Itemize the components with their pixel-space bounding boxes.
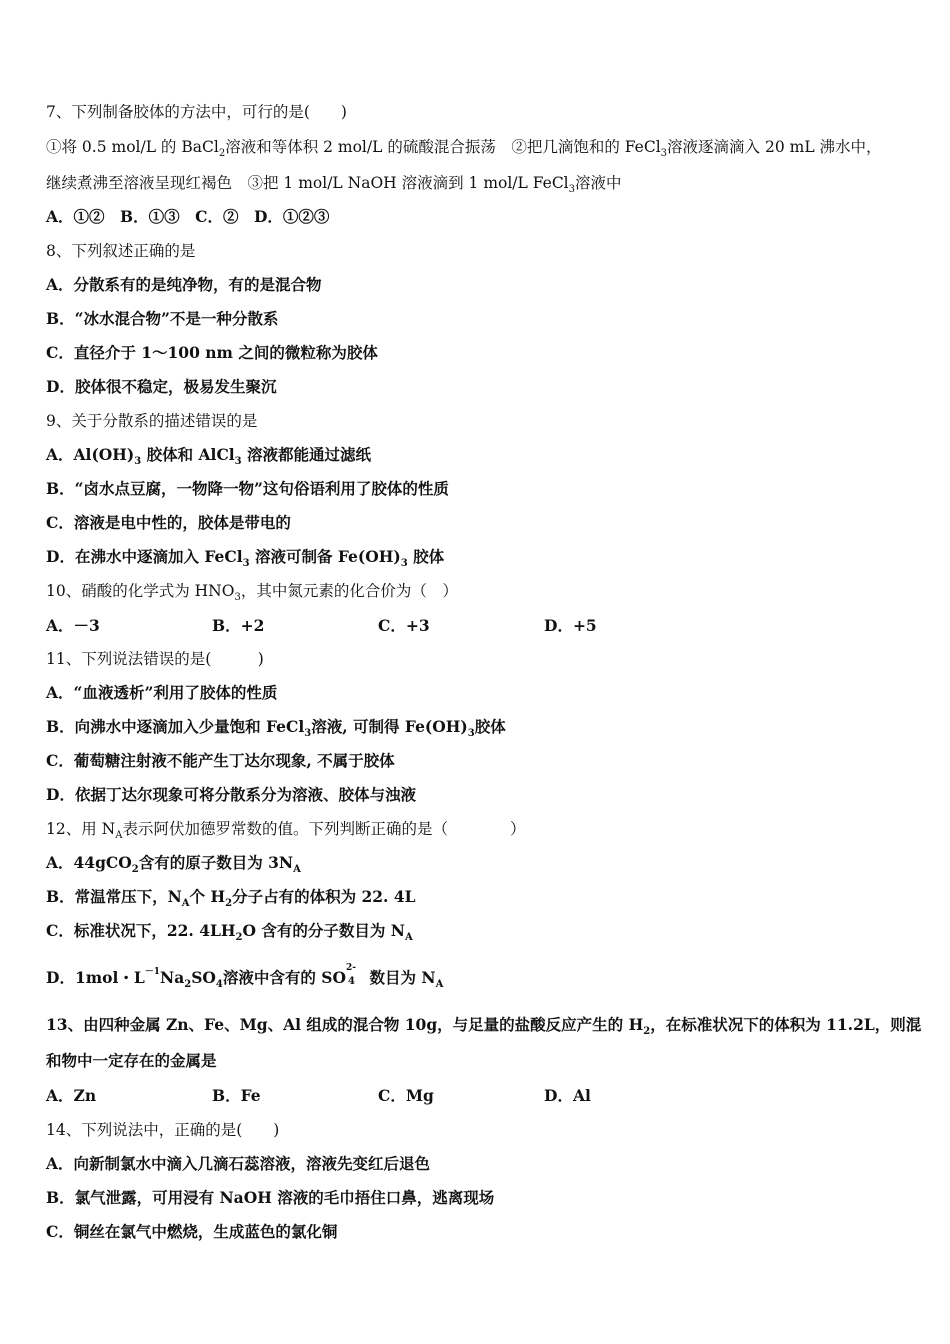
question-14-option-b: B．氯气泄露，可用浸有 NaOH 溶液的毛巾捂住口鼻，逃离现场 bbox=[46, 1188, 495, 1207]
question-13-stem-line2: 和物中一定存在的金属是 bbox=[46, 1051, 217, 1070]
question-8-stem: 8、下列叙述正确的是 bbox=[46, 242, 196, 260]
question-9-option-b: B．“卤水点豆腐，一物降一物”这句俗语利用了胶体的性质 bbox=[46, 479, 449, 498]
question-9-stem: 9、关于分散系的描述错误的是 bbox=[46, 412, 258, 430]
question-13-stem-line1: 13、由四种金属 Zn、Fe、Mg、Al 组成的混合物 10g，与足量的盐酸反应产生的 $H_2$，在标准状况下的体积为 11.2L，则混 bbox=[46, 1015, 922, 1037]
question-13-option-d: D．Al bbox=[544, 1086, 591, 1105]
question-9-option-d: D．在沸水中逐滴加入 FeCl$_3$ 溶液可制备 $Fe(OH)_3$ 胶体 bbox=[46, 547, 445, 569]
question-9-option-a: A．$Al(OH)_3$ 胶体和 AlCl$_3$ 溶液都能通过滤纸 bbox=[46, 445, 372, 467]
question-8-option-c: C．直径介于 1～100 nm 之间的微粒称为胶体 bbox=[46, 343, 378, 362]
question-14-stem: 14、下列说法中，正确的是( ) bbox=[46, 1121, 280, 1139]
question-11-option-c: C．葡萄糖注射液不能产生丁达尔现象, 不属于胶体 bbox=[46, 751, 395, 770]
question-9-option-c: C．溶液是电中性的，胶体是带电的 bbox=[46, 513, 291, 532]
question-13-option-b: B．Fe bbox=[212, 1086, 261, 1105]
question-12-option-c: C．标准状况下，22. $4LH_2O$ 含有的分子数目为 $N_A$ bbox=[46, 921, 413, 943]
question-7-text-line1: ①将 0.5 mol/L 的 BaCl$_2$溶液和等体积 2 mol/L 的硫酸混合振荡 ②把几滴饱和的 FeCl$_3$溶液逐滴滴入 20 mL 沸水中， bbox=[46, 138, 882, 159]
question-10-option-a: A．－3 bbox=[46, 616, 100, 635]
question-8-option-d: D．胶体很不稳定，极易发生聚沉 bbox=[46, 377, 277, 396]
question-11-option-a: A．“血液透析”利用了胶体的性质 bbox=[46, 683, 278, 702]
question-12-stem: 12、用 $N_A$表示阿伏加德罗常数的值。下列判断正确的是（ ） bbox=[46, 820, 526, 841]
question-10-options bbox=[46, 616, 910, 636]
question-14-option-a: A．向新制氯水中滴入几滴石蕊溶液，溶液先变红后退色 bbox=[46, 1154, 431, 1173]
question-10-option-b: B．+2 bbox=[212, 616, 265, 635]
question-10-option-d: D．+5 bbox=[544, 616, 597, 635]
question-7-stem: 7、下列制备胶体的方法中，可行的是( ) bbox=[46, 103, 347, 121]
question-12-option-d: D．1mol・$L^{-1}Na_2SO_4$溶液中含有的 SO 2- 4 数目为 $N_A$ bbox=[46, 963, 444, 990]
question-12-option-a: A．44gCO$_2$含有的原子数目为 $3N_A$ bbox=[46, 853, 301, 875]
question-13-option-c: C．Mg bbox=[378, 1086, 434, 1105]
question-12-option-b: B．常温常压下，$N_A$个 $H_2$分子占有的体积为 22. 4L bbox=[46, 887, 416, 909]
question-7-options: A．①② B．①③ C．② D．①②③ bbox=[46, 207, 330, 226]
question-8-option-b: B．“冰水混合物”不是一种分散系 bbox=[46, 309, 279, 328]
question-11-stem: 11、下列说法错误的是( ) bbox=[46, 650, 264, 668]
question-10-stem: 10、硝酸的化学式为 $HNO_3$，其中氮元素的化合价为（ ） bbox=[46, 582, 458, 603]
question-8-option-a: A．分散系有的是纯净物，有的是混合物 bbox=[46, 275, 322, 294]
question-11-option-b: B．向沸水中逐滴加入少量饱和 FeCl$_3$溶液, 可制得 $Fe(OH)_3$胶体 bbox=[46, 717, 506, 739]
question-13-option-a: A．Zn bbox=[46, 1086, 97, 1105]
question-14-option-c: C．铜丝在氯气中燃烧，生成蓝色的氯化铜 bbox=[46, 1222, 338, 1241]
question-13-options bbox=[46, 1086, 910, 1106]
question-11-option-d: D．依据丁达尔现象可将分散系分为溶液、胶体与浊液 bbox=[46, 785, 416, 804]
question-7-text-line2: 继续煮沸至溶液呈现红褐色 ③把 1 mol/L NaOH 溶液滴到 1 mol/L FeCl$_3$溶液中 bbox=[46, 174, 622, 195]
question-10-option-c: C．+3 bbox=[378, 616, 430, 635]
